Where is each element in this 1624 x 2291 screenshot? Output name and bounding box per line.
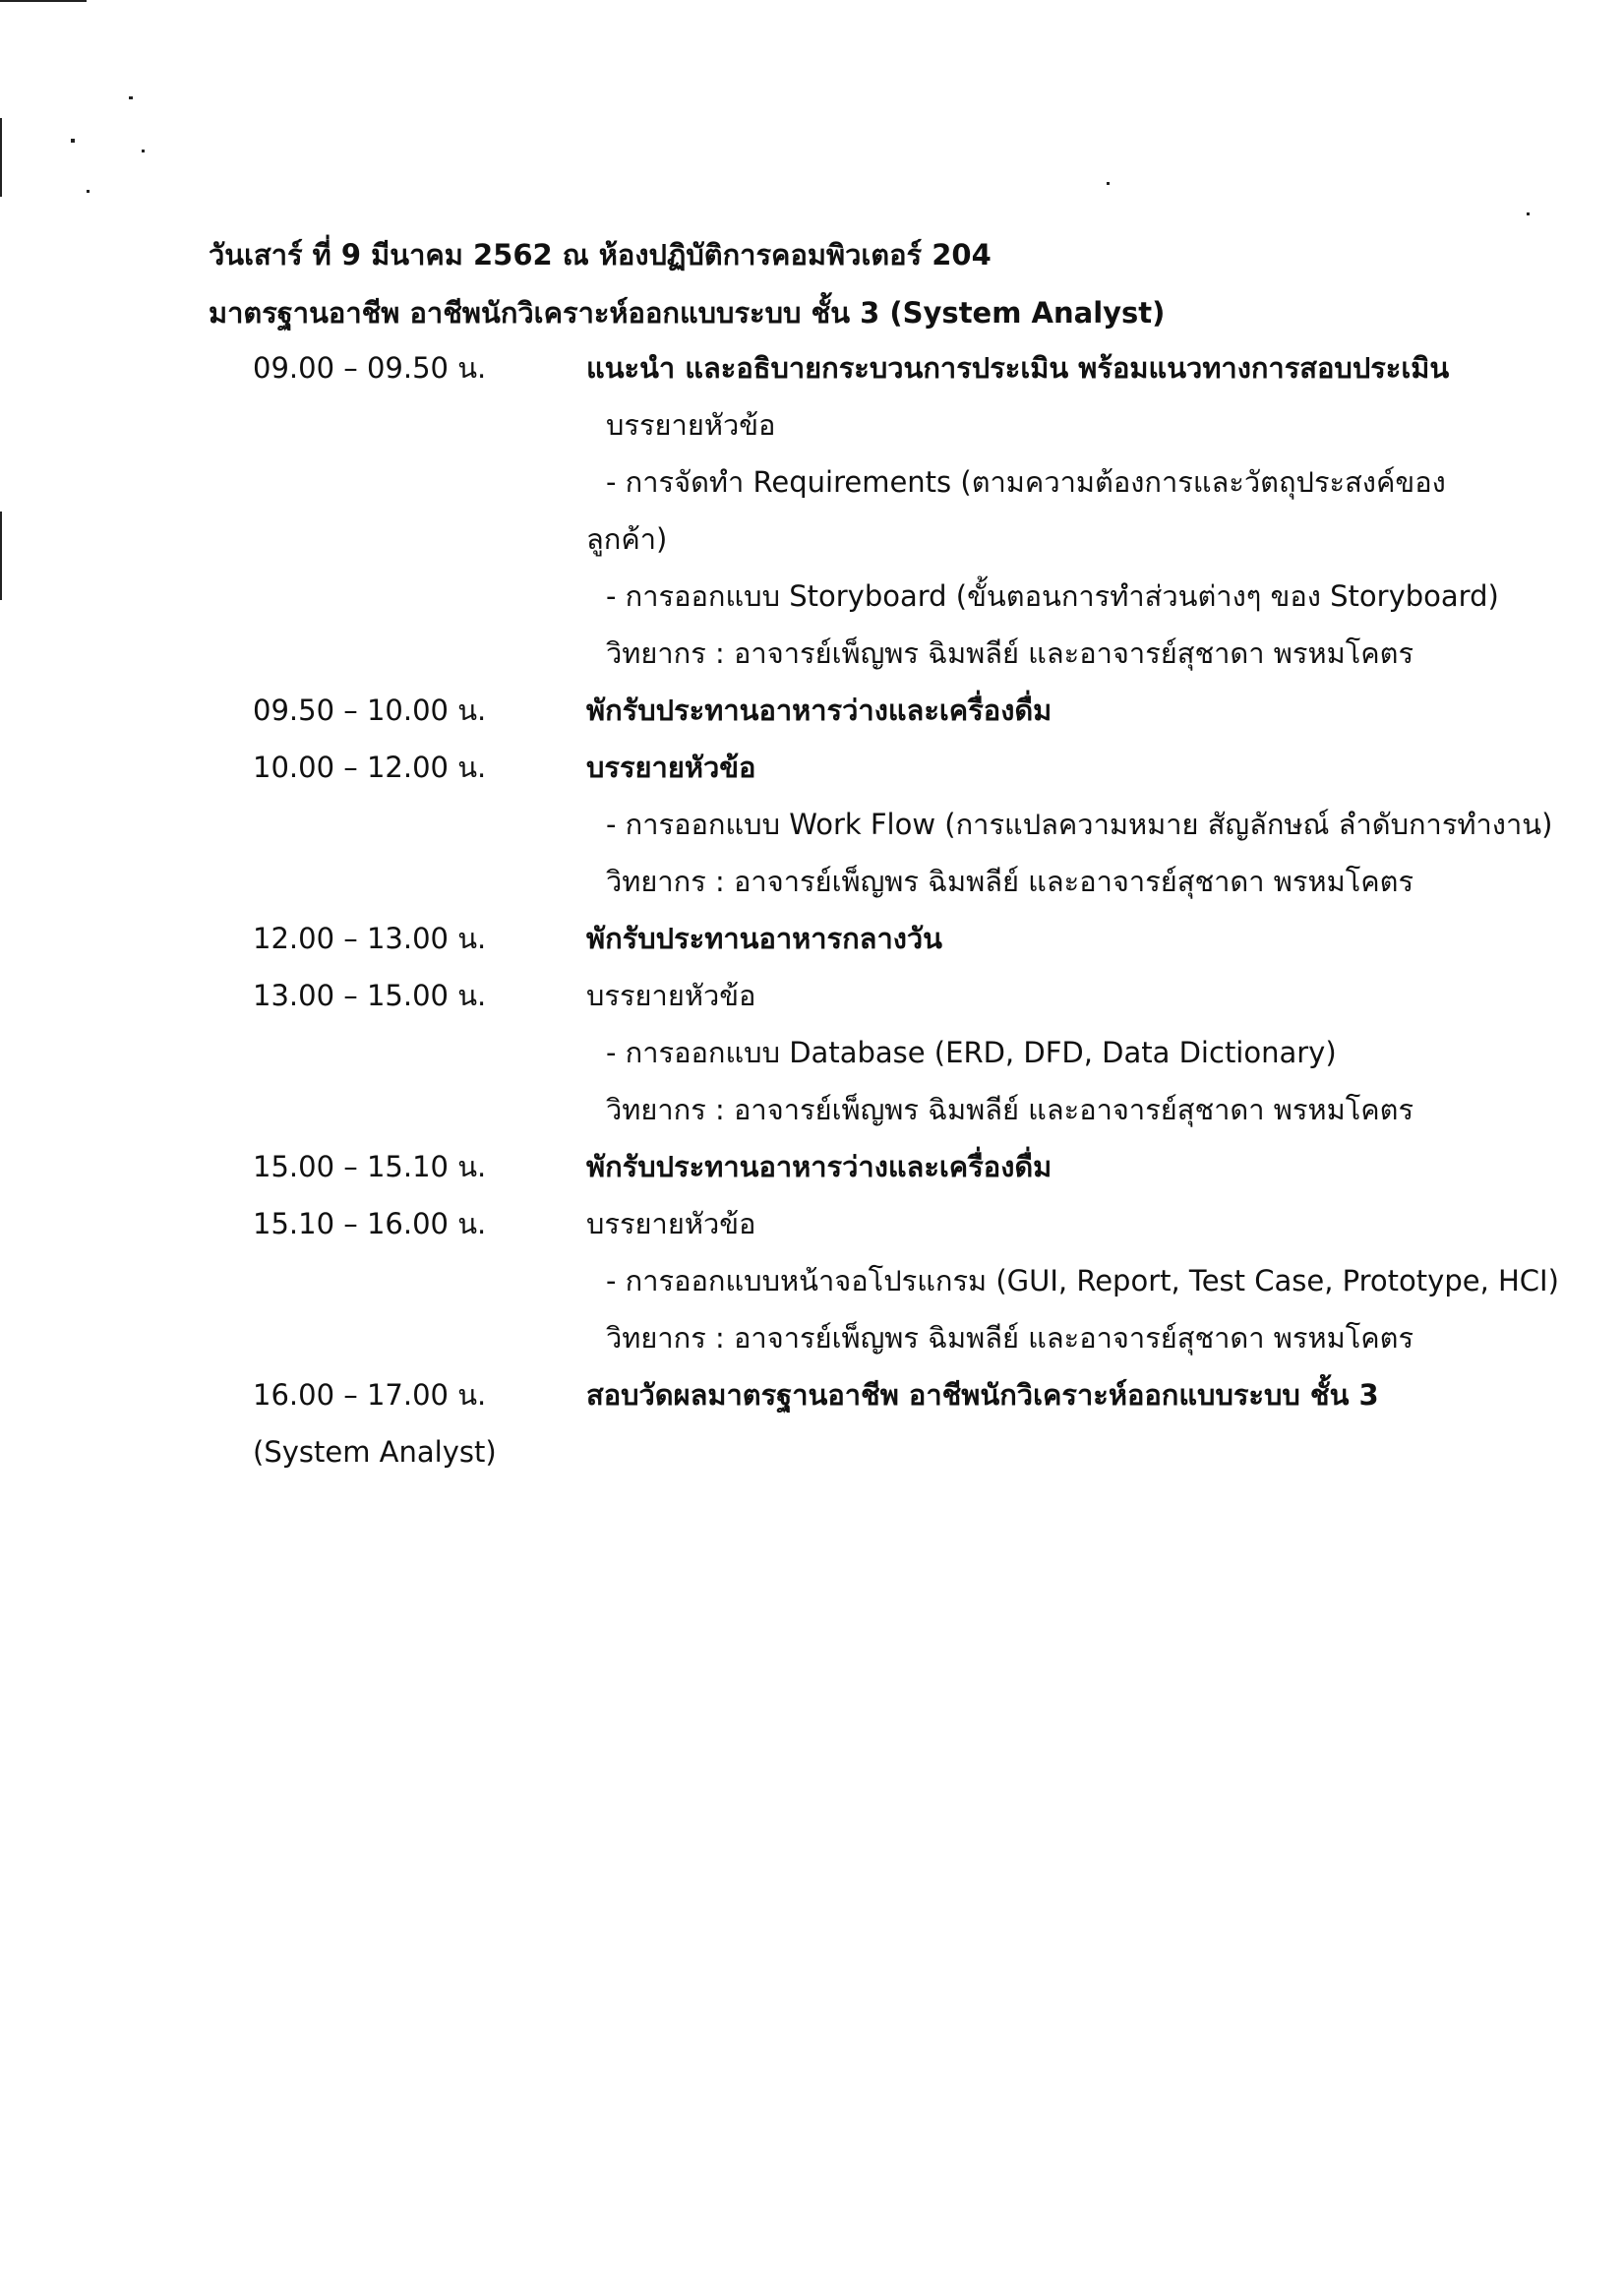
scan-edge-line xyxy=(0,118,2,197)
schedule-row xyxy=(0,1435,1624,1493)
schedule-row xyxy=(0,979,1624,1037)
schedule-time: 12.00 – 13.00 น. xyxy=(253,922,487,955)
schedule-time: 09.00 – 09.50 น. xyxy=(253,351,487,385)
schedule-row xyxy=(0,1321,1624,1379)
schedule-description: บรรยายหัวข้อ xyxy=(606,408,776,442)
schedule-description: วิทยากร : อาจารย์เพ็ญพร ฉิมพลีย์ และอาจารย์สุชาดา พรหมโคตร xyxy=(606,1093,1414,1126)
schedule-description: พักรับประทานอาหารว่างและเครื่องดื่ม xyxy=(586,1150,1053,1183)
schedule-description: - การออกแบบ Database (ERD, DFD, Data Dictionary) xyxy=(606,1036,1337,1069)
scan-speck xyxy=(71,139,75,143)
scan-speck xyxy=(142,150,145,152)
schedule-row xyxy=(0,1378,1624,1436)
schedule-row xyxy=(0,693,1624,752)
scan-speck xyxy=(1527,212,1530,215)
schedule-row xyxy=(0,922,1624,980)
schedule-description: แนะนำ และอธิบายกระบวนการประเมิน พร้อมแนวทางการสอบประเมิน xyxy=(586,351,1450,385)
schedule-description: พักรับประทานอาหารกลางวัน xyxy=(586,922,943,955)
schedule-description: บรรยายหัวข้อ xyxy=(586,979,756,1012)
schedule-description: - การออกแบบ Work Flow (การแปลความหมาย สัญลักษณ์ ลำดับการทำงาน) xyxy=(606,808,1553,841)
schedule-row xyxy=(0,465,1624,523)
schedule-time: 09.50 – 10.00 น. xyxy=(253,693,487,727)
schedule-row xyxy=(0,808,1624,866)
document-subtitle: มาตรฐานอาชีพ อาชีพนักวิเคราะห์ออกแบบระบบ ชั้น 3 (System Analyst) xyxy=(209,296,1166,330)
scan-edge-line xyxy=(0,0,87,2)
schedule-row xyxy=(0,1036,1624,1094)
schedule-description: สอบวัดผลมาตรฐานอาชีพ อาชีพนักวิเคราะห์ออกแบบระบบ ชั้น 3 xyxy=(586,1378,1379,1412)
schedule-description: ลูกค้า) xyxy=(586,522,668,556)
schedule-row xyxy=(0,1264,1624,1322)
scan-speck xyxy=(1107,182,1110,185)
schedule-time: 10.00 – 12.00 น. xyxy=(253,751,487,784)
schedule-row xyxy=(0,1150,1624,1208)
schedule-time: (System Analyst) xyxy=(253,1435,497,1469)
schedule-row xyxy=(0,1207,1624,1265)
schedule-description: - การออกแบบ Storyboard (ขั้นตอนการทำส่วนต่างๆ ของ Storyboard) xyxy=(606,579,1499,613)
schedule-row xyxy=(0,636,1624,694)
schedule-description: พักรับประทานอาหารว่างและเครื่องดื่ม xyxy=(586,693,1053,727)
schedule-description: - การจัดทำ Requirements (ตามความต้องการและวัตถุประสงค์ของ xyxy=(606,465,1446,499)
schedule-row xyxy=(0,865,1624,923)
scan-speck xyxy=(87,190,90,193)
schedule-row xyxy=(0,408,1624,466)
schedule-time: 13.00 – 15.00 น. xyxy=(253,979,487,1012)
schedule-time: 16.00 – 17.00 น. xyxy=(253,1378,487,1412)
schedule-row xyxy=(0,351,1624,409)
schedule-row xyxy=(0,522,1624,580)
schedule-description: วิทยากร : อาจารย์เพ็ญพร ฉิมพลีย์ และอาจารย์สุชาดา พรหมโคตร xyxy=(606,636,1414,670)
document-title: วันเสาร์ ที่ 9 มีนาคม 2562 ณ ห้องปฏิบัติการคอมพิวเตอร์ 204 xyxy=(209,238,992,271)
schedule-row xyxy=(0,751,1624,809)
schedule-description: บรรยายหัวข้อ xyxy=(586,1207,756,1240)
scan-speck xyxy=(129,96,133,99)
schedule-description: วิทยากร : อาจารย์เพ็ญพร ฉิมพลีย์ และอาจารย์สุชาดา พรหมโคตร xyxy=(606,1321,1414,1355)
schedule-time: 15.00 – 15.10 น. xyxy=(253,1150,487,1183)
schedule-description: วิทยากร : อาจารย์เพ็ญพร ฉิมพลีย์ และอาจารย์สุชาดา พรหมโคตร xyxy=(606,865,1414,898)
schedule-time: 15.10 – 16.00 น. xyxy=(253,1207,487,1240)
schedule-row xyxy=(0,1093,1624,1151)
schedule-description: - การออกแบบหน้าจอโปรแกรม (GUI, Report, Test Case, Prototype, HCI) xyxy=(606,1264,1559,1297)
schedule-row xyxy=(0,579,1624,637)
schedule-description: บรรยายหัวข้อ xyxy=(586,751,756,784)
